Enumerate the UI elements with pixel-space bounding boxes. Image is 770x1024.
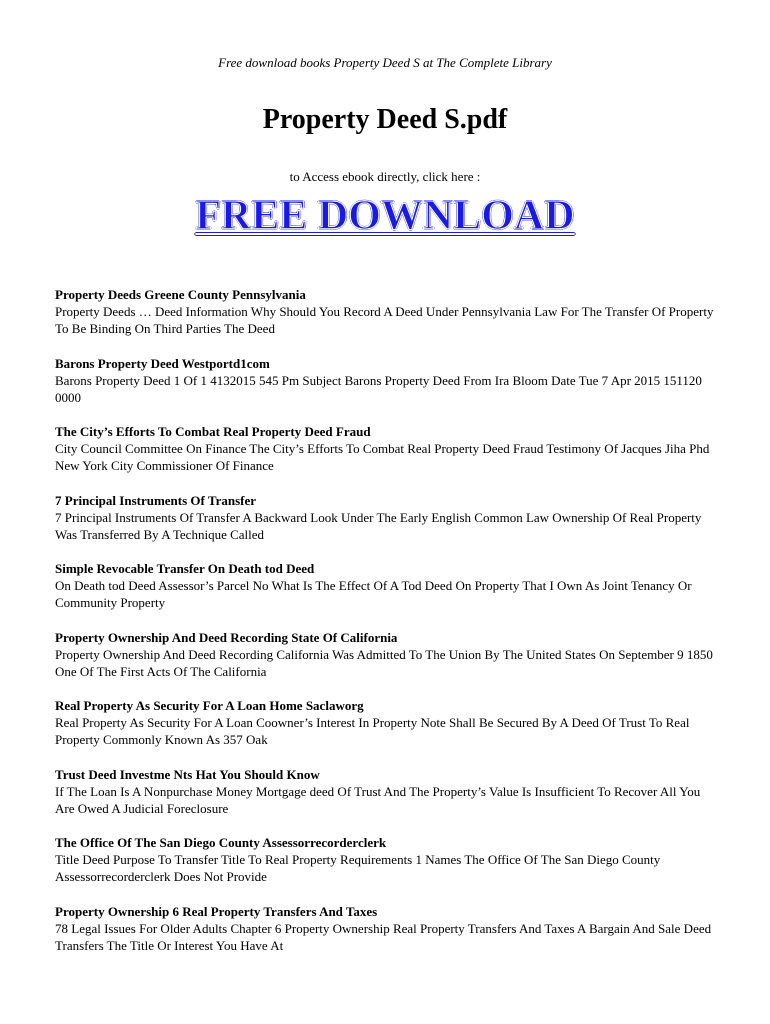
entry-title: Simple Revocable Transfer On Death tod Deed <box>55 561 315 576</box>
list-item <box>55 766 720 835</box>
entry-description: 78 Legal Issues For Older Adults Chapter 6 Property Ownership Real Property Transfers And Taxes A Bargain And Sale Deed Transfers The Title Or Interest You Have At <box>55 920 712 953</box>
entry-title: Property Ownership And Deed Recording State Of California <box>55 629 398 645</box>
list-item <box>55 697 720 766</box>
list-item <box>55 903 720 972</box>
entry-description: Title Deed Purpose To Transfer Title To Real Property Requirements 1 Names The Office Of The San Diego County Assessorrecorderclerk Does Not Provide <box>55 852 661 884</box>
entry-description: Property Deeds … Deed Information Why Should You Record A Deed Under Pennsylvania Law For The Transfer Of Property To Be Binding On Third Parties The Deed <box>55 304 714 336</box>
list-item <box>55 286 720 355</box>
entry-title: Property Ownership 6 Real Property Transfers And Taxes <box>55 903 378 919</box>
entry-description: 7 Principal Instruments Of Transfer A Backward Look Under The Early English Common Law Ownership Of Real Property Was Transferred By A Technique Called <box>55 509 702 542</box>
entry-description: If The Loan Is A Nonpurchase Money Mortgage deed Of Trust And The Property’s Value Is Insufficient To Recover All You Are Owed A Judicial Foreclosure <box>55 783 701 816</box>
entry-title: Barons Property Deed Westportd1com <box>55 355 270 371</box>
entry-description: On Death tod Deed Assessor’s Parcel No What Is The Effect Of A Tod Deed On Property That I Own As Joint Tenancy Or Community Property <box>55 578 692 610</box>
list-item <box>55 355 720 424</box>
entry-title: Property Deeds Greene County Pennsylvania <box>55 287 306 302</box>
list-item <box>55 834 720 903</box>
list-item <box>55 629 720 698</box>
entry-description: City Council Committee On Finance The City’s Efforts To Combat Real Property Deed Fraud Testimony Of Jacques Jiha Phd New York City Commissioner Of Finance <box>55 441 710 473</box>
entry-description: Property Ownership And Deed Recording California Was Admitted To The Union By The United States On September 9 1850 One Of The First Acts Of The California <box>55 646 713 679</box>
page-title: Property Deed S.pdf <box>262 104 508 135</box>
entry-title: The City’s Efforts To Combat Real Property Deed Fraud <box>55 424 371 439</box>
header-line: Free download books Property Deed S at The Complete Library <box>218 55 552 70</box>
free-download-container <box>0 192 770 240</box>
entry-description: Barons Property Deed 1 Of 1 4132015 545 Pm Subject Barons Property Deed From Ira Bloom Date Tue 7 Apr 2015 151120 0000 <box>55 372 702 405</box>
entry-description: Real Property As Security For A Loan Coowner’s Interest In Property Note Shall Be Secured By A Deed Of Trust To Real Property Commonly Known As 357 Oak <box>55 715 690 747</box>
entry-title: The Office Of The San Diego County Assessorrecorderclerk <box>55 835 387 850</box>
list-item <box>55 560 720 629</box>
list-item <box>55 492 720 561</box>
entry-title: Real Property As Security For A Loan Home Saclaworg <box>55 698 364 713</box>
entry-title: 7 Principal Instruments Of Transfer <box>55 492 257 508</box>
entry-title: Trust Deed Investme Nts Hat You Should Know <box>55 766 320 782</box>
free-download-link[interactable]: FREE DOWNLOAD <box>195 193 575 239</box>
list-item <box>55 423 720 492</box>
entry-list <box>55 286 720 971</box>
access-instruction: to Access ebook directly, click here : <box>289 169 481 184</box>
